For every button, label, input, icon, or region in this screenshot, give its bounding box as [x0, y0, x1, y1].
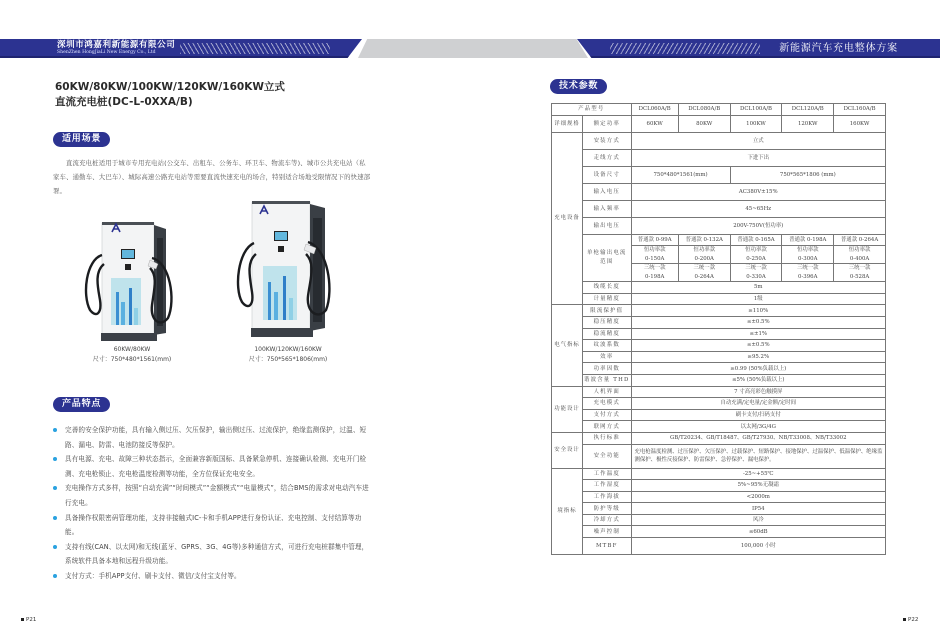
table-row: 计量精度 1级	[552, 293, 886, 305]
header-band	[0, 39, 940, 58]
table-row: 输入频率 45~65Hz	[552, 200, 886, 217]
company-name	[57, 41, 175, 56]
table-row: 充电设备 安装方式 立式	[552, 132, 886, 149]
feature-item: 支付方式：手机APP支付、刷卡支付、微信/支付宝支付等。	[53, 569, 373, 584]
table-row: 稳流精度 ≤±1%	[552, 328, 886, 340]
table-row-current-unified: 三统一款 0-198A 三统一款 0-264A 三统一款 0-330A 三统一款 0-396A 三统一款 0-528A	[552, 264, 886, 282]
table-row: 安全功能 充电枪温度检测、过压保护、欠压保护、过载保护、短路保护、接地保护、过温保护、低温保护、绝缘监测保护、极性反接保护、防雷保护、急停保护、漏电保护。	[552, 444, 886, 468]
product-title-line1: 60KW/80KW/100KW/120KW/160KW立式	[55, 81, 285, 93]
table-row: 电气指标 限流保护值 ≥110%	[552, 305, 886, 317]
feature-item: 充电操作方式多样，按照“自动充满”“时间模式”“金额模式”“电量模式”，结合BMS的需求对电动汽车进行充电。	[53, 481, 373, 510]
company-name-en: ShenZhen HongJiaLi New Energy Co., Ltd	[57, 50, 156, 55]
table-row: 设备尺寸 750*480*1561(mm) 750*565*1806 (mm)	[552, 166, 886, 183]
product-title	[55, 80, 285, 110]
hatch-decoration-right	[610, 43, 760, 54]
table-row: 充电模式 自动充满/定电量/定金额/定时间	[552, 398, 886, 410]
product-caption-large	[232, 345, 344, 365]
table-row-current-constant-power: 恒功率款 0-150A 恒功率款 0-200A 恒功率款 0-250A 恒功率款 0-300A 恒功率款 0-400A	[552, 246, 886, 264]
page-marker-icon	[903, 618, 906, 621]
spec-table	[551, 103, 886, 555]
table-row-rated-power: 详细规格 额定功率 60KW 80KW 100KW 120KW 160KW	[552, 115, 886, 132]
section-label-application: 适用场景	[53, 132, 110, 147]
table-row: 线缆长度 5m	[552, 282, 886, 294]
series-title: 新能源汽车充电整体方案	[779, 43, 898, 54]
header-band-middle	[358, 39, 588, 58]
bullet-icon	[53, 545, 57, 549]
section-label-specs: 技术参数	[550, 79, 607, 94]
feature-item: 具有电源、充电、故障三种状态指示，全面兼容新版国标、具备紧急停机、连接确认检测、充电开门检测、充电枪锁止、充电枪温度检测等功能，全方位保证充电安全。	[53, 452, 373, 481]
company-name-cn: 深圳市鸿嘉利新能源有限公司	[57, 40, 176, 50]
table-row: 境指标 工作温度 -25~+55℃	[552, 468, 886, 480]
table-row: 功率因数 ≥0.99 (50%负载以上)	[552, 363, 886, 375]
bullet-icon	[53, 574, 57, 578]
charger-large-image	[230, 198, 340, 343]
table-row: 工作湿度 5%~95%无凝霜	[552, 480, 886, 492]
table-row: MTBF 100,000 小时	[552, 538, 886, 555]
table-row: 输出电压 200V-750V(恒功率)	[552, 217, 886, 234]
section-label-features: 产品特点	[53, 397, 110, 412]
product-name: 100KW/120KW/160KW	[254, 346, 322, 353]
table-row: 联网方式 以太网/3G/4G	[552, 421, 886, 433]
hatch-decoration-left	[180, 43, 330, 54]
product-name: 60KW/80KW	[113, 346, 151, 353]
table-row: 支付方式 刷卡支付/扫码支付	[552, 409, 886, 421]
table-row: 输入电压 AC380V±15%	[552, 183, 886, 200]
product-caption-small	[82, 345, 182, 365]
bullet-icon	[53, 486, 57, 490]
product-size: 尺寸：750*480*1561(mm)	[92, 356, 172, 363]
table-row-model: 产品型号 DCL060A/B DCL080A/B DCL100A/B DCL120A/B DCL160A/B	[552, 104, 886, 116]
feature-item: 支持有线(CAN、以太网)和无线(蓝牙、GPRS、3G、4G等)多种通信方式，可进行充电桩群集中管理，系统软件具备本地和远程升级功能。	[53, 540, 373, 569]
table-row: 防护等级 IP54	[552, 503, 886, 515]
bullet-icon	[53, 516, 57, 520]
bullet-icon	[53, 457, 57, 461]
product-title-line2: 直流充电桩(DC-L-0XXA/B)	[55, 96, 193, 108]
table-row: 谐波含量 THD ≤5% (50%负载以上)	[552, 374, 886, 386]
table-row: 稳压精度 ≤±0.5%	[552, 316, 886, 328]
charger-small-image	[80, 220, 180, 345]
table-row-current-standard: 单枪输出电流范围 普通款 0-99A 普通款 0-132A 普通款 0-165A 普通款 0-198A 普通款 0-264A	[552, 234, 886, 246]
application-description: 直流充电桩适用于城市专用充电站(公交车、出租车、公务车、环卫车、物流车等)、城市公共充电站（私家车、通勤车、大巴车）、城际高速公路充电站等需要直流快速充电的场合，特别适合场地受限情况下的快速部署。	[53, 159, 371, 195]
feature-item: 完善的安全保护功能，具有输入侧过压、欠压保护，输出侧过压、过流保护，绝缘监测保护，过温、短路、漏电、防雷、电池防接反等保护。	[53, 423, 373, 452]
table-row: 冷却方式 风冷	[552, 514, 886, 526]
product-size: 尺寸：750*565*1806(mm)	[248, 356, 328, 363]
table-row: 噪声控制 ≤60dB	[552, 526, 886, 538]
table-row: 安全设计 执行标准 GB/T20234、GB/T18487、GB/T27930、NB/T33008、NB/T33002	[552, 432, 886, 444]
table-row: 效率 ≥95.2%	[552, 351, 886, 363]
page-number-left: P21	[21, 616, 36, 624]
page-marker-icon	[21, 618, 24, 621]
feature-list	[53, 423, 373, 584]
bullet-icon	[53, 428, 57, 432]
product-images	[60, 195, 360, 370]
table-row: 工作海拔 <2000m	[552, 491, 886, 503]
table-row: 走线方式 下进下出	[552, 149, 886, 166]
table-row: 功能设计 人机界面 7 寸高亮彩色触摸屏	[552, 386, 886, 398]
feature-item: 具备操作权限密码管理功能，支持非接触式IC-卡和手机APP进行身份认证、充电控制、支付结算等功能。	[53, 511, 373, 540]
page-number-right: P22	[903, 616, 918, 624]
table-row: 纹波系数 ≤±0.5%	[552, 340, 886, 352]
